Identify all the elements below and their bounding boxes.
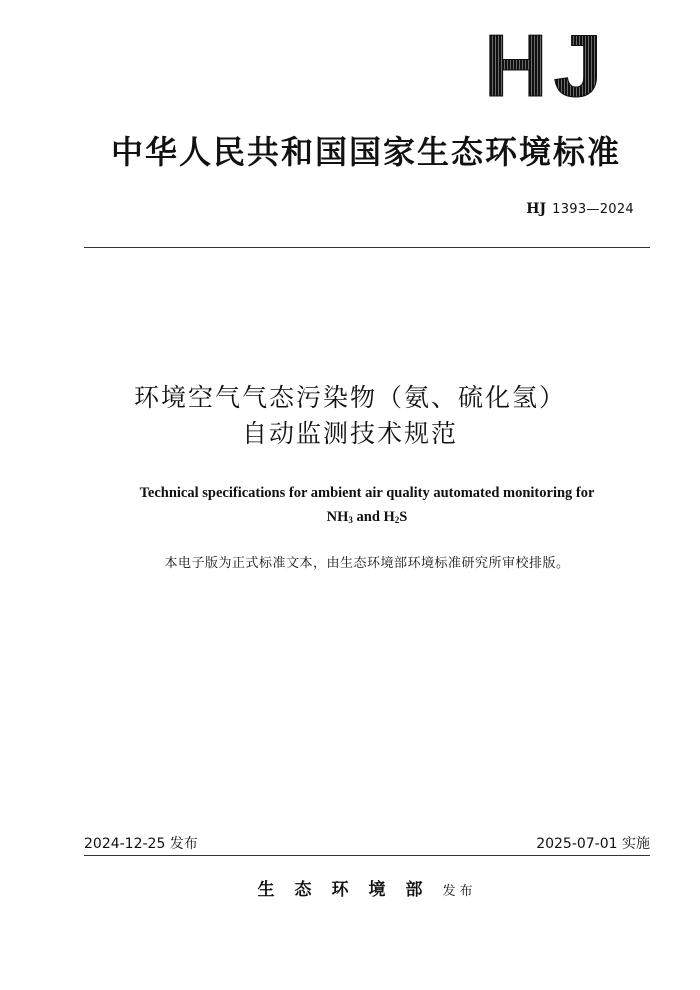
standard-category-title: 中华人民共和国国家生态环境标准 xyxy=(110,133,621,171)
issuer-name: 生态环境部 xyxy=(257,880,443,900)
title-en-line-2 xyxy=(80,505,654,529)
hj-logo: HJ xyxy=(484,30,612,102)
title-en-line-1: Technical specifications for ambient air quality automated monitoring for xyxy=(139,485,595,501)
document-title-zh xyxy=(80,380,620,452)
title-en-nh: NH xyxy=(326,509,349,525)
title-en-h: H xyxy=(383,509,395,525)
standard-code xyxy=(424,198,634,220)
title-en-and: and xyxy=(352,509,384,525)
title-en-h-subscript: 2 xyxy=(394,515,400,525)
title-en-s: S xyxy=(399,509,408,525)
effective-date: 2025-07-01 实施 xyxy=(536,836,650,852)
issuer xyxy=(90,877,644,905)
title-en-nh-subscript: 3 xyxy=(348,515,353,525)
standard-code-prefix: HJ xyxy=(526,201,547,217)
standard-code-number: 1393—2024 xyxy=(552,202,634,217)
title-zh-line-1: 环境空气气态污染物（氨、硫化氢） xyxy=(133,383,566,412)
title-zh-line-2: 自动监测技术规范 xyxy=(241,419,458,448)
issue-date: 2024-12-25 发布 xyxy=(84,836,198,852)
issuer-verb: 发布 xyxy=(442,884,477,899)
document-title-en xyxy=(80,481,654,529)
top-divider xyxy=(84,247,650,248)
bottom-divider xyxy=(84,855,650,856)
edition-note: 本电子版为正式标准文本，由生态环境部环境标准研究所审校排版。 xyxy=(164,556,570,571)
